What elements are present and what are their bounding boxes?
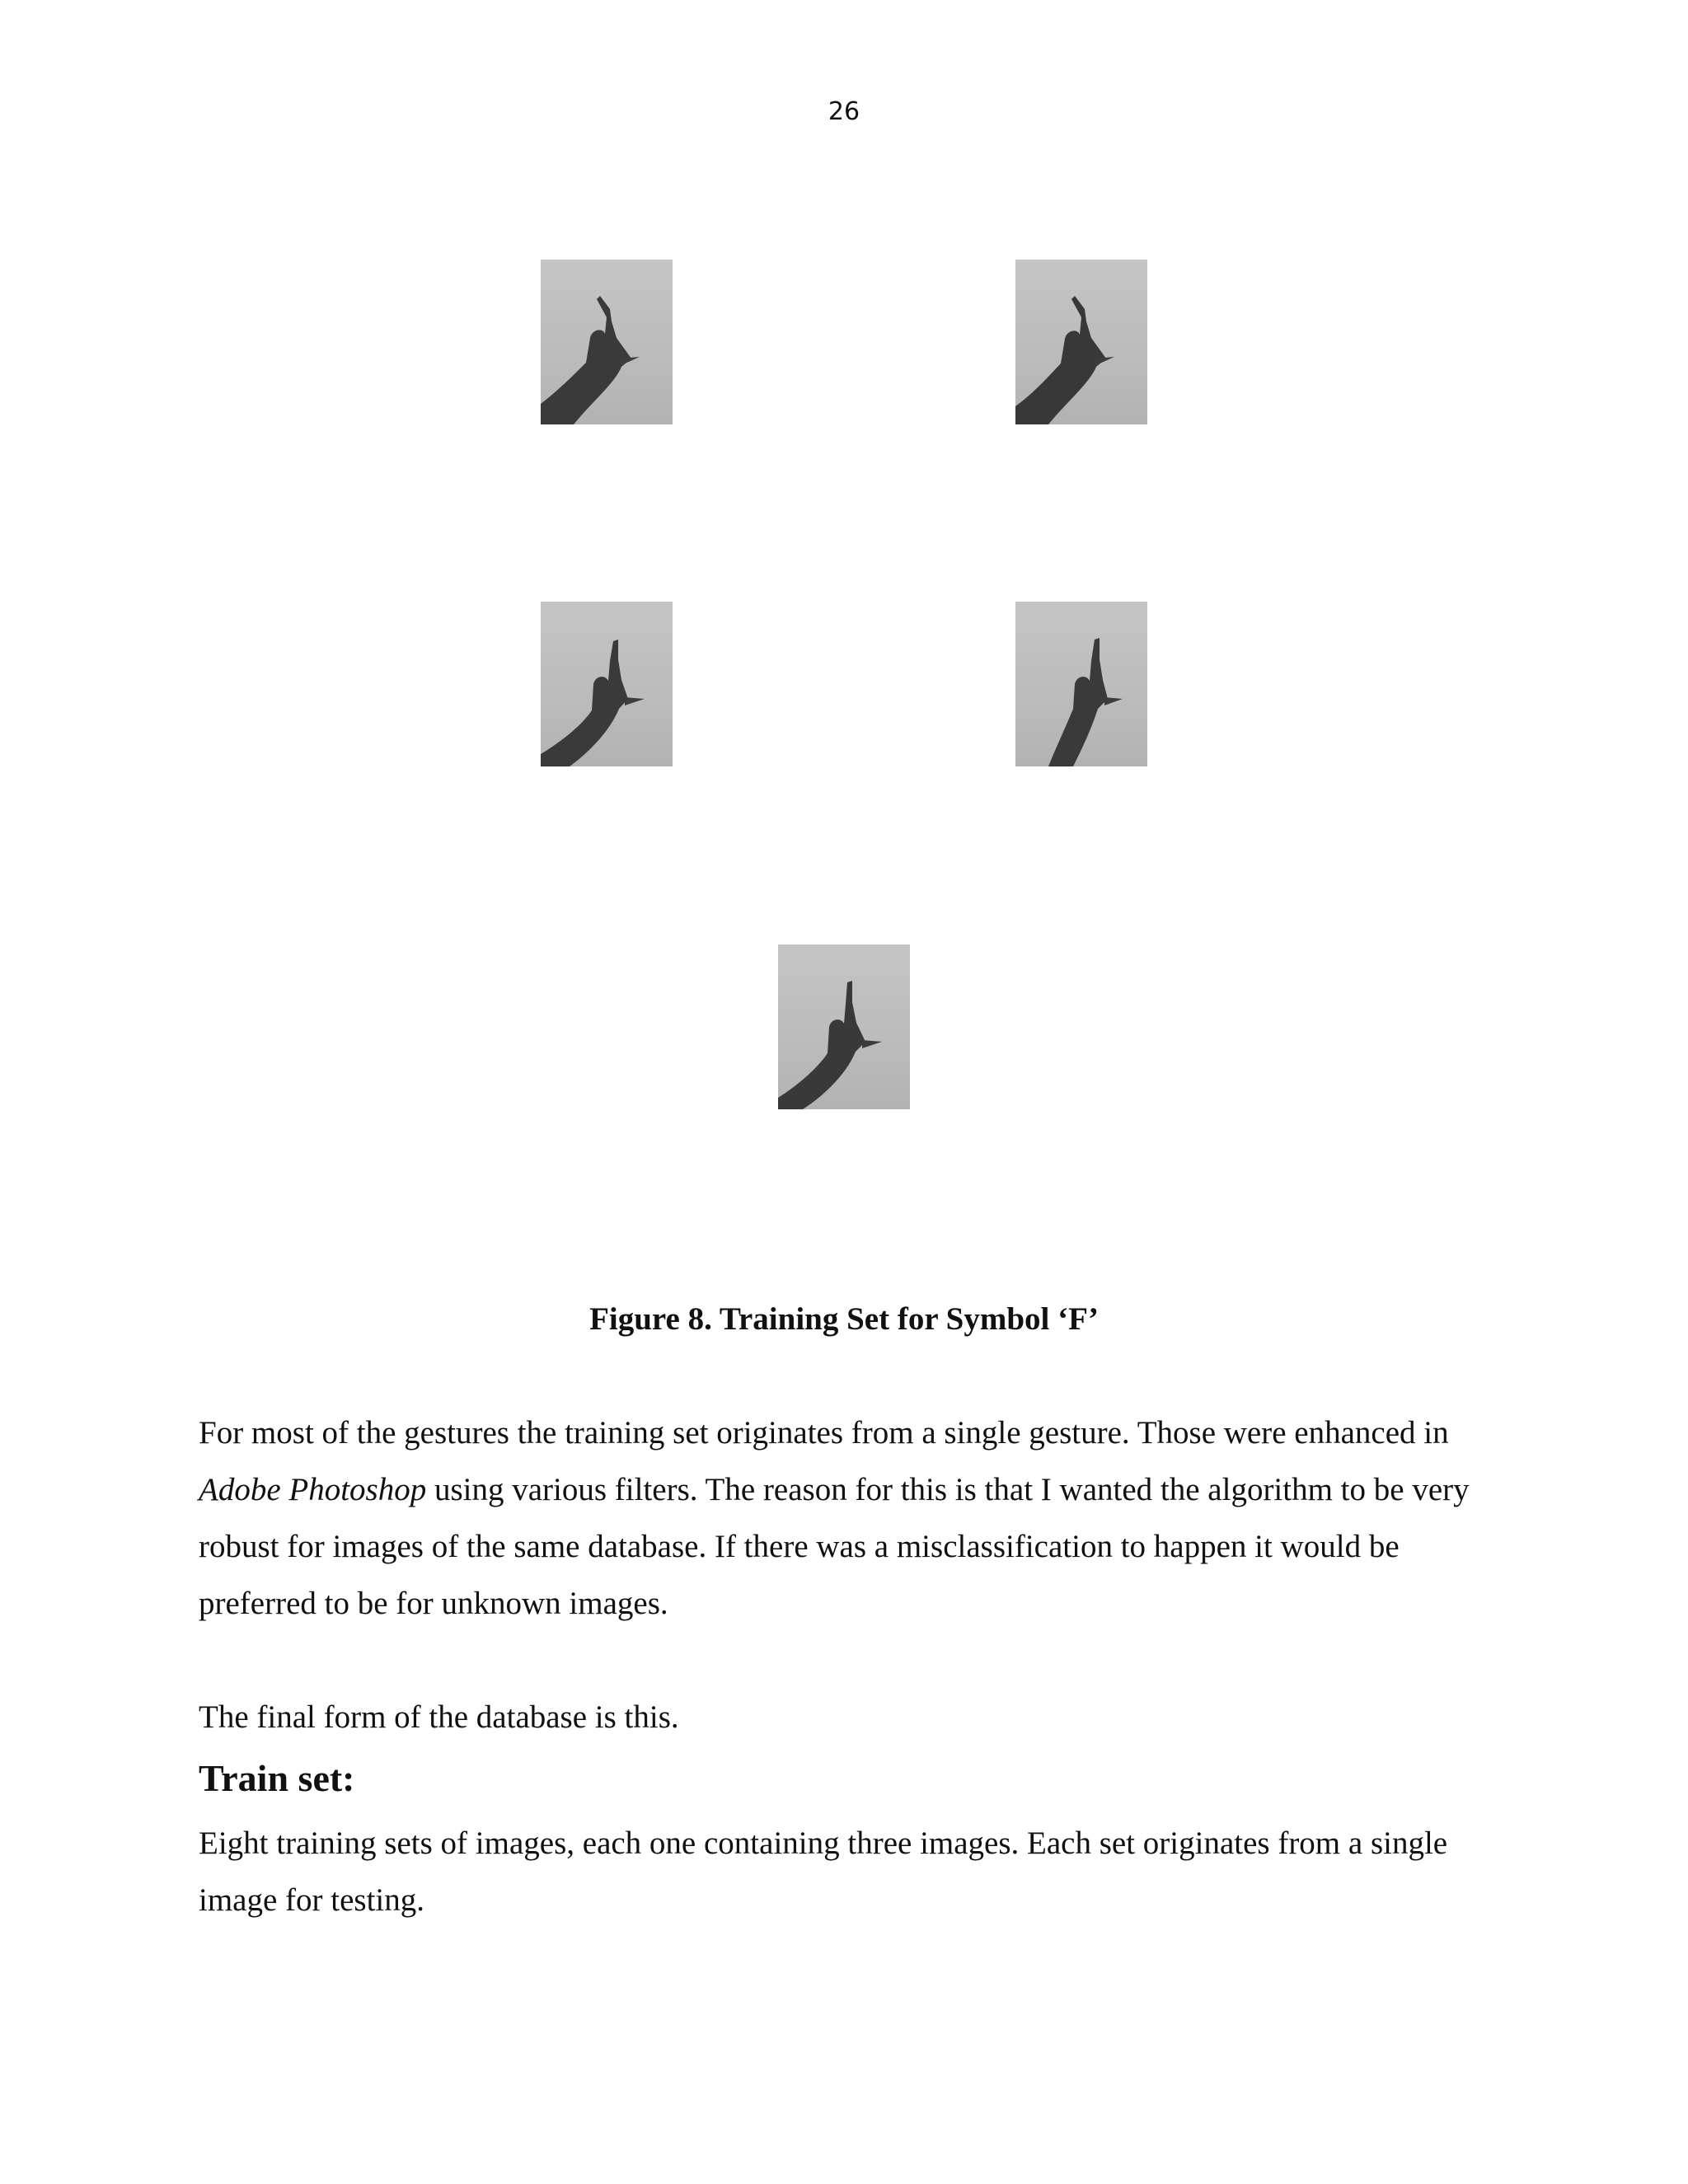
paragraph-text: For most of the gestures the training set originates from a single gesture. Those were enhanced in: [199, 1415, 1449, 1451]
figure-caption: Figure 8. Training Set for Symbol ‘F’: [589, 1301, 1099, 1337]
gesture-photo-5: [778, 944, 910, 1109]
hand-gesture-icon: [541, 602, 673, 766]
body-paragraph-2: The final form of the database is this.: [199, 1699, 679, 1735]
italic-software-name: Adobe Photoshop: [199, 1472, 427, 1507]
gesture-photo-1: [541, 260, 673, 424]
train-set-heading: Train set:: [199, 1757, 355, 1799]
gesture-photo-4: [1015, 602, 1147, 766]
page-number: 26: [828, 97, 860, 126]
body-paragraph-1: [199, 1404, 1501, 1632]
hand-gesture-icon: [1015, 602, 1147, 766]
body-paragraph-3: Eight training sets of images, each one containing three images. Each set originates from a single image for testing.: [199, 1825, 1448, 1918]
paragraph-text: using various filters. The reason for this is that I wanted the algorithm to be very robust for images of the same database. If there was a misclassification to happen it would be preferred to be for unknown images.: [199, 1472, 1470, 1621]
hand-gesture-icon: [778, 944, 910, 1109]
hand-gesture-icon: [541, 260, 673, 424]
gesture-photo-2: [1015, 260, 1147, 424]
hand-gesture-icon: [1015, 260, 1147, 424]
gesture-photo-3: [541, 602, 673, 766]
